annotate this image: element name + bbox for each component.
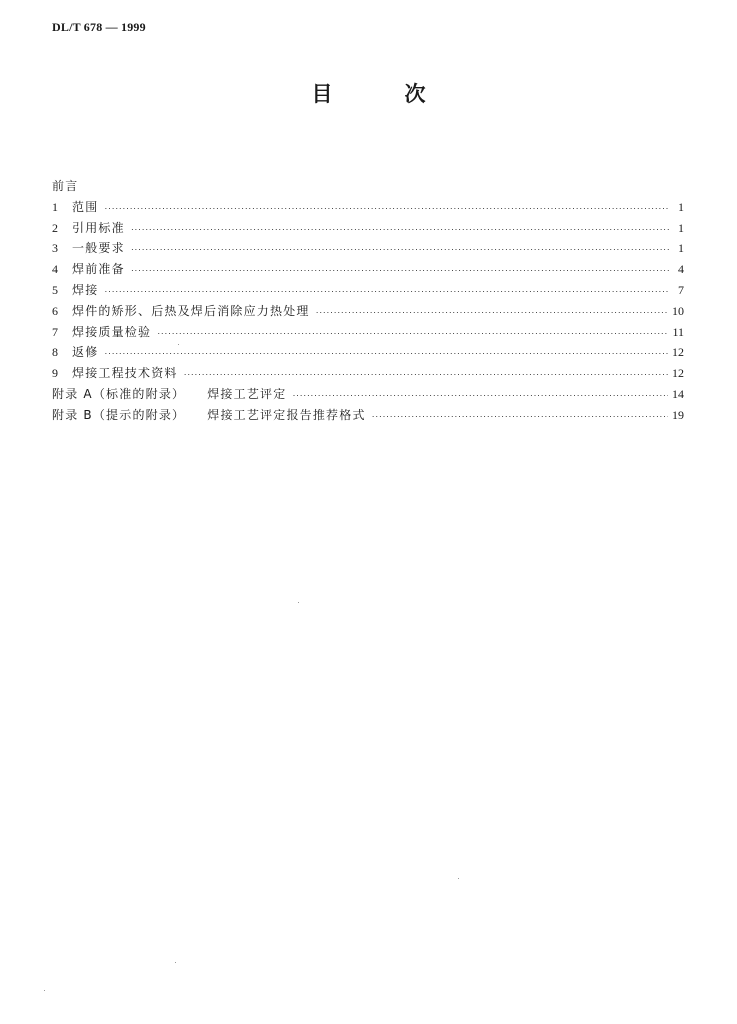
toc-item-page: 4 [678,262,684,277]
toc-item-number: 1 [52,199,58,214]
toc-leader [184,369,668,379]
scan-speck [175,962,176,963]
toc-leader [131,244,670,254]
toc-item-label: 焊接质量检验 [72,324,152,339]
toc-item-label: 焊接工程技术资料 [72,366,178,381]
toc-leader [372,411,668,421]
toc-leader [292,390,668,400]
toc-leader [131,265,670,275]
table-of-contents [52,177,684,427]
scan-speck [458,878,459,879]
toc-item-number: 3 [52,241,58,256]
toc-item-1[interactable] [52,198,684,219]
toc-item-label: 一般要求 [72,241,125,256]
toc-item-8[interactable] [52,343,684,364]
toc-item-3[interactable] [52,239,684,260]
toc-leader [316,307,668,317]
toc-item-5[interactable] [52,281,684,302]
toc-item-9[interactable] [52,364,684,385]
toc-appendix-page: 14 [672,386,684,401]
toc-appendix-label: 附录 B（提示的附录） [52,407,186,422]
toc-appendix-title: 焊接工艺评定 [207,386,287,401]
toc-item-page: 12 [672,345,684,360]
toc-leader [131,224,670,234]
toc-preface[interactable] [52,177,684,198]
toc-item-page: 1 [678,220,684,235]
toc-item-number: 6 [52,303,58,318]
toc-appendix-label: 附录 A（标准的附录） [52,386,186,401]
toc-item-page: 1 [678,241,684,256]
toc-item-label: 引用标准 [72,220,125,235]
toc-item-number: 9 [52,366,58,381]
toc-item-2[interactable] [52,219,684,240]
toc-item-number: 8 [52,345,58,360]
scan-speck [44,990,45,991]
toc-item-number: 4 [52,262,58,277]
toc-item-page: 11 [672,324,684,339]
toc-item-number: 5 [52,282,58,297]
toc-item-page: 12 [672,366,684,381]
toc-item-number: 7 [52,324,58,339]
toc-item-label: 返修 [72,345,99,360]
toc-leader [157,328,668,338]
toc-appendix-title: 焊接工艺评定报告推荐格式 [207,407,366,422]
toc-item-number: 2 [52,220,58,235]
toc-appendix-a[interactable] [52,385,684,406]
page-title [0,78,737,108]
toc-item-label: 焊前准备 [72,262,125,277]
toc-leader [104,348,668,358]
toc-item-page: 1 [678,199,684,214]
scan-speck [298,602,299,603]
toc-item-page: 7 [678,282,684,297]
page-title-char-1: 目 [311,82,333,106]
toc-appendix-page: 19 [672,407,684,422]
toc-item-4[interactable] [52,260,684,281]
toc-appendix-b[interactable] [52,406,684,427]
page-title-char-2: 次 [404,82,426,106]
toc-item-6[interactable] [52,302,684,323]
toc-leader [104,286,670,296]
toc-preface-label: 前言 [52,179,79,193]
toc-item-label: 焊接 [72,282,99,297]
scan-speck [178,344,179,345]
toc-item-label: 焊件的矫形、后热及焊后消除应力热处理 [72,303,310,318]
toc-item-page: 10 [672,303,684,318]
standard-code: DL/T 678 — 1999 [52,20,146,34]
toc-item-7[interactable] [52,323,684,344]
toc-leader [104,203,670,213]
toc-item-label: 范围 [72,199,99,214]
